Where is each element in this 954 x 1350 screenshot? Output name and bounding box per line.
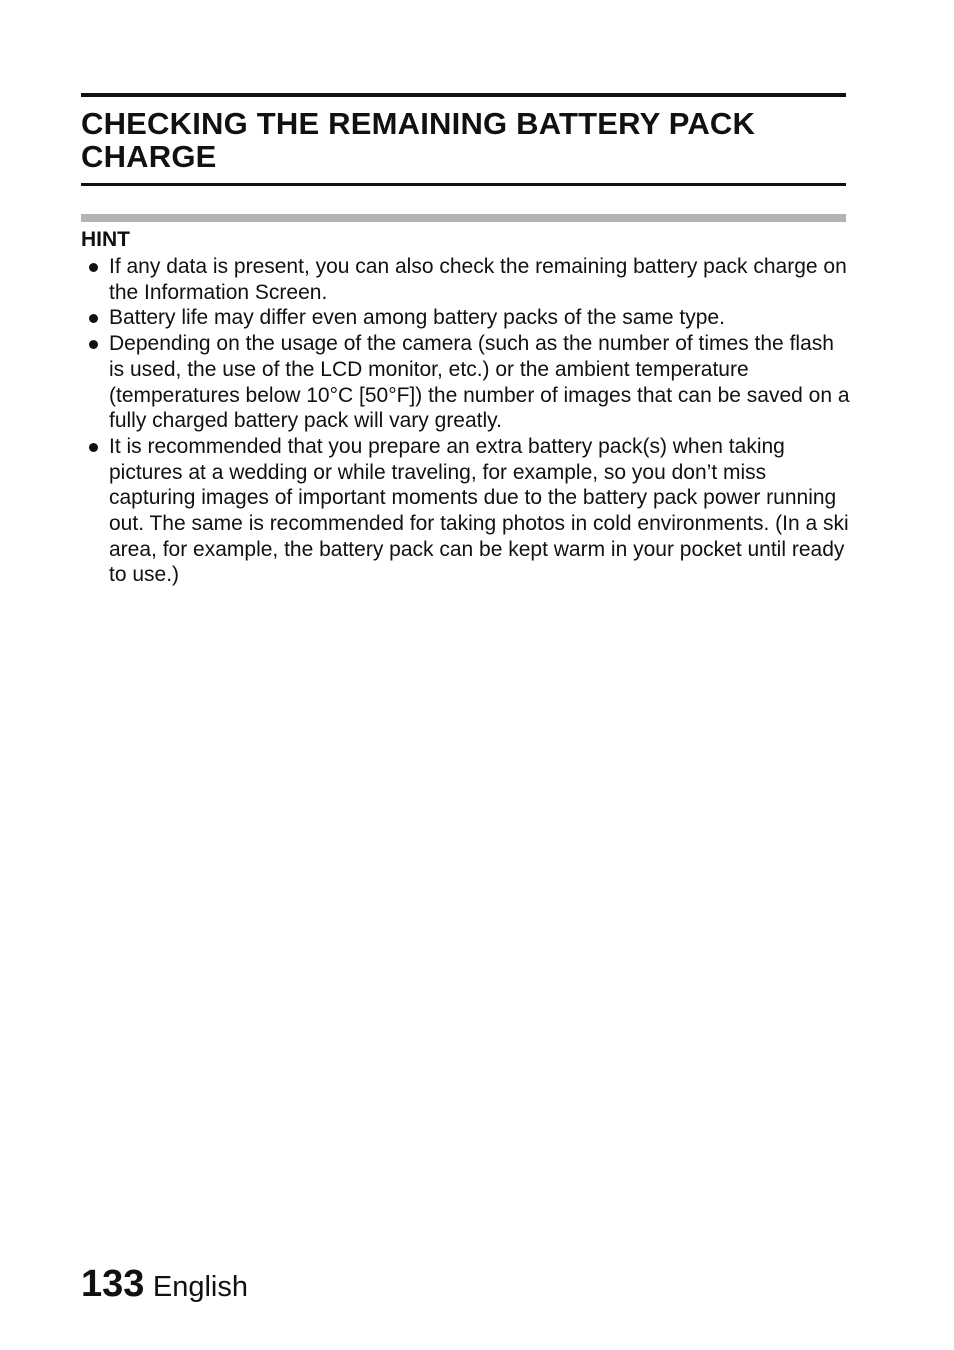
hint-item-text: It is recommended that you prepare an extra battery pack(s) when taking pictures at a wedding or while traveling, for example, so you don’t miss capturing images of important moments due to the battery pack power running out. The same is recommended for taking photos in cold environments. (In a ski area, for example, the battery pack can be kept warm in your pocket until ready to use.) (109, 434, 849, 587)
hint-item-text: Depending on the usage of the camera (such as the number of times the flash is used, the use of the LCD monitor, etc.) or the ambient temperature (temperatures below 10°C [50°F]) the number of images that can be saved on a fully charged battery pack will vary greatly. (109, 332, 850, 433)
bullet-icon (89, 314, 98, 323)
bullet-icon (89, 263, 98, 272)
hint-divider-bar (81, 214, 846, 222)
hint-list (81, 254, 851, 588)
hint-item-text: If any data is present, you can also check the remaining battery pack charge on the Information Screen. (109, 255, 847, 304)
bullet-icon (89, 443, 98, 452)
page-footer (81, 1262, 248, 1309)
page-language: English (152, 1271, 248, 1303)
hint-label: HINT (81, 228, 130, 251)
hint-item (81, 305, 851, 331)
hint-item (81, 434, 851, 588)
hint-item (81, 331, 851, 434)
title-block (81, 93, 846, 186)
hint-section (81, 228, 851, 588)
page-title: CHECKING THE REMAINING BATTERY PACK CHARGE (81, 106, 756, 174)
hint-item (81, 254, 851, 305)
page-number: 133 (81, 1263, 145, 1305)
bullet-icon (89, 340, 98, 349)
hint-item-text: Battery life may differ even among battery packs of the same type. (109, 306, 725, 330)
